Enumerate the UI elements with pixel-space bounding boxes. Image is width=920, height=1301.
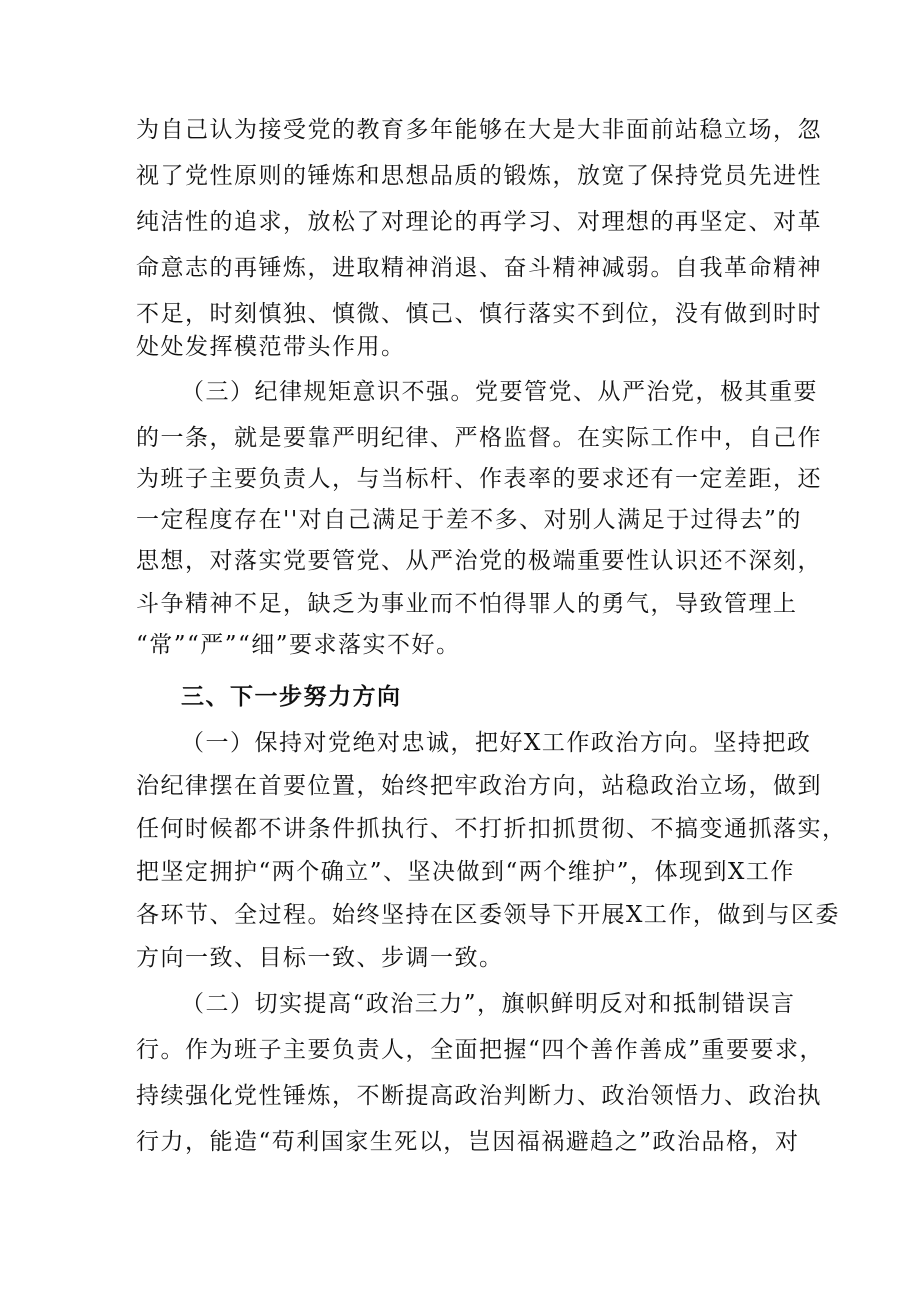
text-line: 任何时候都不讲条件抓执行、不打折扣抓贯彻、不搞变通抓落实， <box>136 816 847 842</box>
section-heading: 三、下一步努力方向 <box>181 684 402 710</box>
text-line: 行。作为班子主要负责人，全面把握“四个善作善成”重要要求， <box>136 1037 825 1063</box>
text-line: 不足，时刻慎独、慎微、慎己、慎行落实不到位，没有做到时时 <box>136 301 822 327</box>
text-line: 处处发挥模范带头作用。 <box>136 334 406 360</box>
text-line: 治纪律摆在首要位置，始终把牢政治方向，站稳政治立场，做到 <box>136 773 822 799</box>
text-line: 行力，能造“苟利国家生死以，岂因福祸避趋之”政治品格，对 <box>136 1129 800 1155</box>
text-line: 方向一致、目标一致、步调一致。 <box>136 945 504 971</box>
text-line: “常”“严”“细”要求落实不好。 <box>136 632 461 658</box>
text-line: 各环节、全过程。始终坚持在区委领导下开展X工作，做到与区委 <box>136 902 840 928</box>
text-line: （二）切实提高“政治三力”，旗帜鲜明反对和抵制错误言 <box>181 991 796 1017</box>
text-line: （一）保持对党绝对忠诚，把好X工作政治方向。坚持把政 <box>181 730 812 756</box>
text-line: 一定程度存在''对自己满足于差不多、对别人满足于过得去”的 <box>136 507 802 533</box>
text-line: （三）纪律规矩意识不强。党要管党、从严治党，极其重要 <box>181 379 818 405</box>
text-line: 斗争精神不足，缺乏为事业而不怕得罪人的勇气，导致管理上 <box>136 591 798 617</box>
text-line: 把坚定拥护“两个确立”、坚决做到“两个维护”，体现到X工作 <box>136 859 795 885</box>
text-line: 持续强化党性锤炼，不断提高政治判断力、政治领悟力、政治执 <box>136 1083 822 1109</box>
text-line: 纯洁性的追求，放松了对理论的再学习、对理想的再坚定、对革 <box>136 209 822 235</box>
text-line: 为班子主要负责人，与当标杆、作表率的要求还有一定差距，还 <box>136 466 822 492</box>
text-line: 视了党性原则的锤炼和思想品质的锻炼，放宽了保持党员先进性 <box>136 163 822 189</box>
text-line: 命意志的再锤炼，进取精神消退、奋斗精神减弱。自我革命精神 <box>136 255 822 281</box>
text-line: 的一条，就是要靠严明纪律、严格监督。在实际工作中，自己作 <box>136 425 822 451</box>
text-line: 为自己认为接受党的教育多年能够在大是大非面前站稳立场，忽 <box>136 117 822 143</box>
text-line: 思想，对落实党要管党、从严治党的极端重要性认识还不深刻， <box>136 548 822 574</box>
